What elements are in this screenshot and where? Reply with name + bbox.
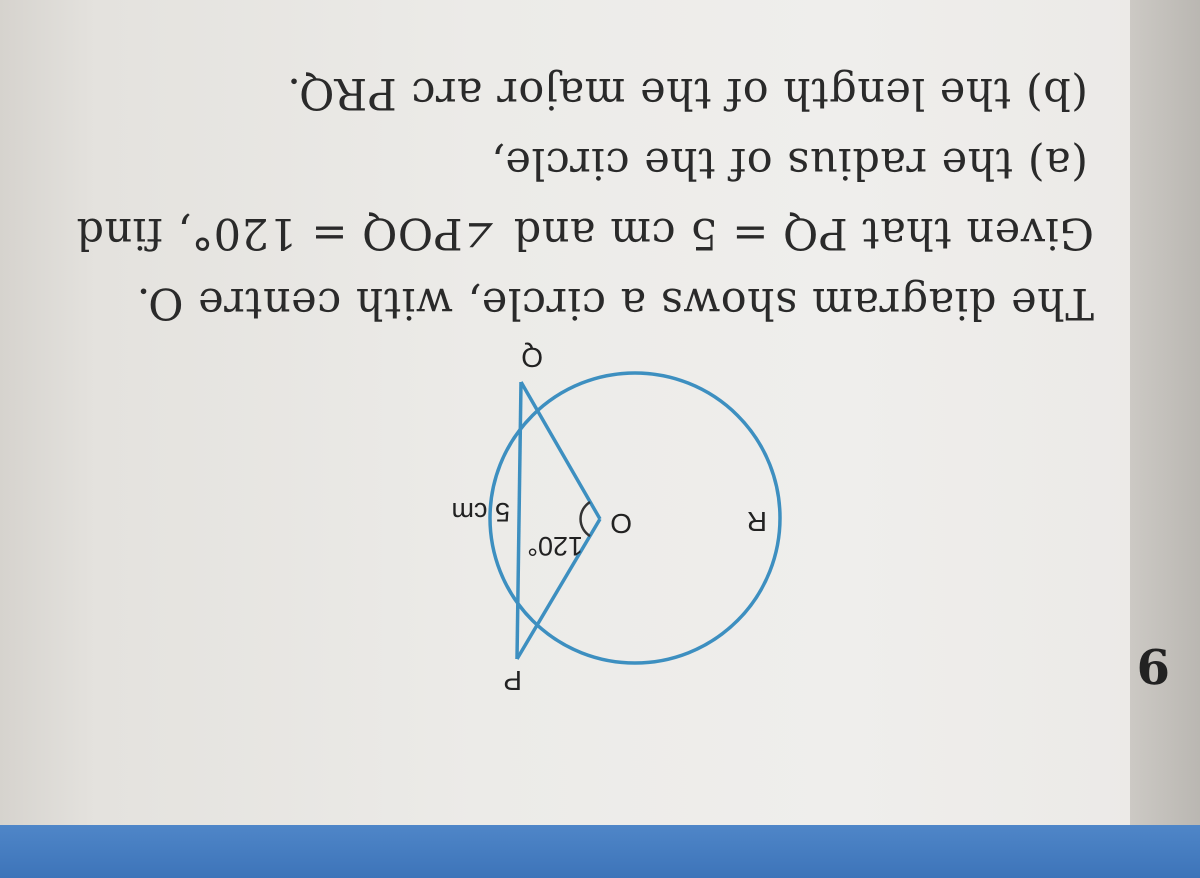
circle-outline: [490, 373, 780, 663]
chord-length-label: 5 cm: [451, 497, 510, 527]
question-number: 9: [1136, 637, 1170, 693]
question-part-b: (b) the length of the major arc PRQ.: [286, 68, 1088, 118]
label-o: O: [610, 508, 632, 539]
label-q: Q: [521, 342, 543, 373]
radius-oq: [521, 382, 600, 519]
blue-surface-band: [0, 825, 1200, 878]
angle-label: 120°: [527, 531, 583, 561]
question-line-1: The diagram shows a circle, with centre O.: [136, 278, 1094, 328]
label-r: R: [746, 506, 767, 537]
question-part-a: (a) the radius of the circle,: [490, 138, 1088, 188]
label-p: P: [503, 665, 522, 696]
chord-pq: [517, 382, 521, 659]
question-line-2: Given that PQ = 5 cm and ∠POQ = 120°, find: [75, 208, 1094, 258]
